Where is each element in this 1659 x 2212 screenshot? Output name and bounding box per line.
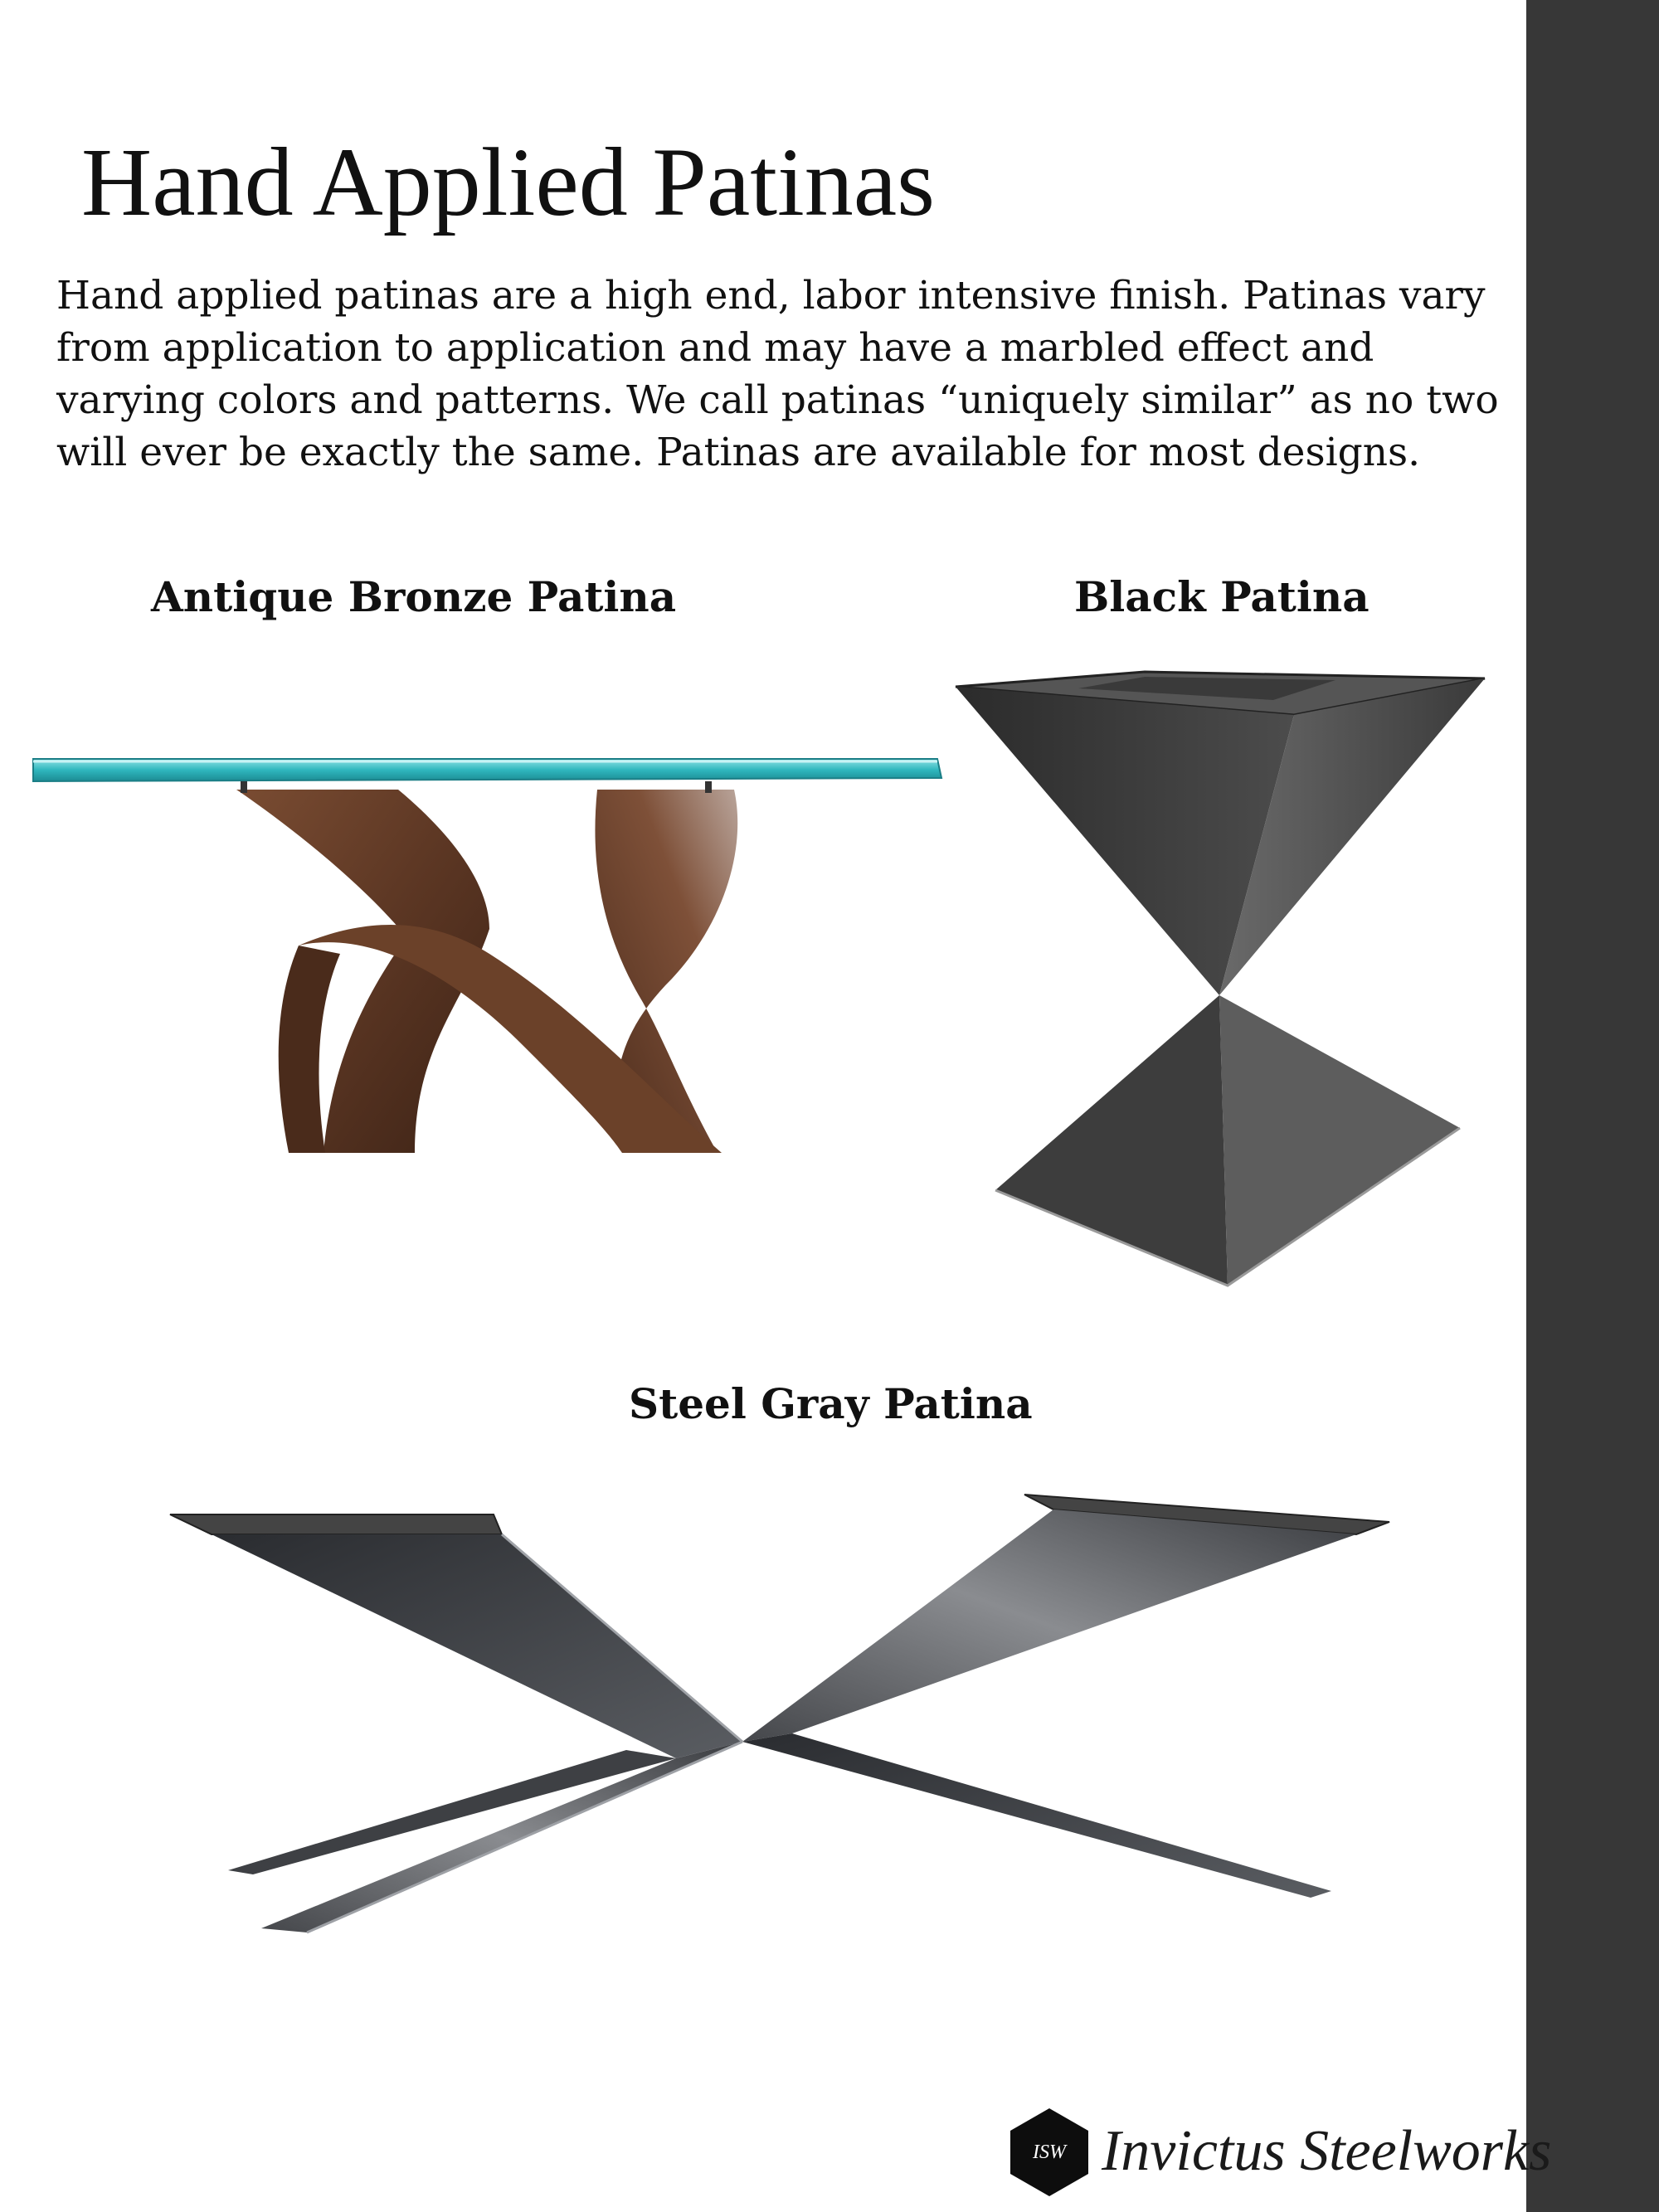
antique-bronze-x-table-base-photo: [25, 730, 946, 1178]
logo-name: Invictus Steelworks: [1102, 2119, 1552, 2183]
steel-gray-x-base-photo: [162, 1485, 1398, 1949]
logo-mark-text: ISW: [1033, 2142, 1066, 2163]
antique-bronze-caption: Antique Bronze Patina: [151, 572, 677, 621]
intro-paragraph: Hand applied patinas are a high end, labor intensive finish. Patinas vary from application to application and may have a marbled effect and varying colors and patterns. We call patinas “uniquely similar” as no two will ever be exactly the same. Patinas are available for most designs.: [56, 273, 1499, 475]
side-bar: [1526, 0, 1659, 2212]
invictus-steelworks-logo: [1004, 2107, 1552, 2198]
page-title: Hand Applied Patinas: [81, 128, 936, 236]
black-hourglass-pedestal-photo: [946, 664, 1493, 1302]
black-patina-caption: Black Patina: [1074, 572, 1370, 621]
steel-gray-caption: Steel Gray Patina: [629, 1379, 1033, 1428]
